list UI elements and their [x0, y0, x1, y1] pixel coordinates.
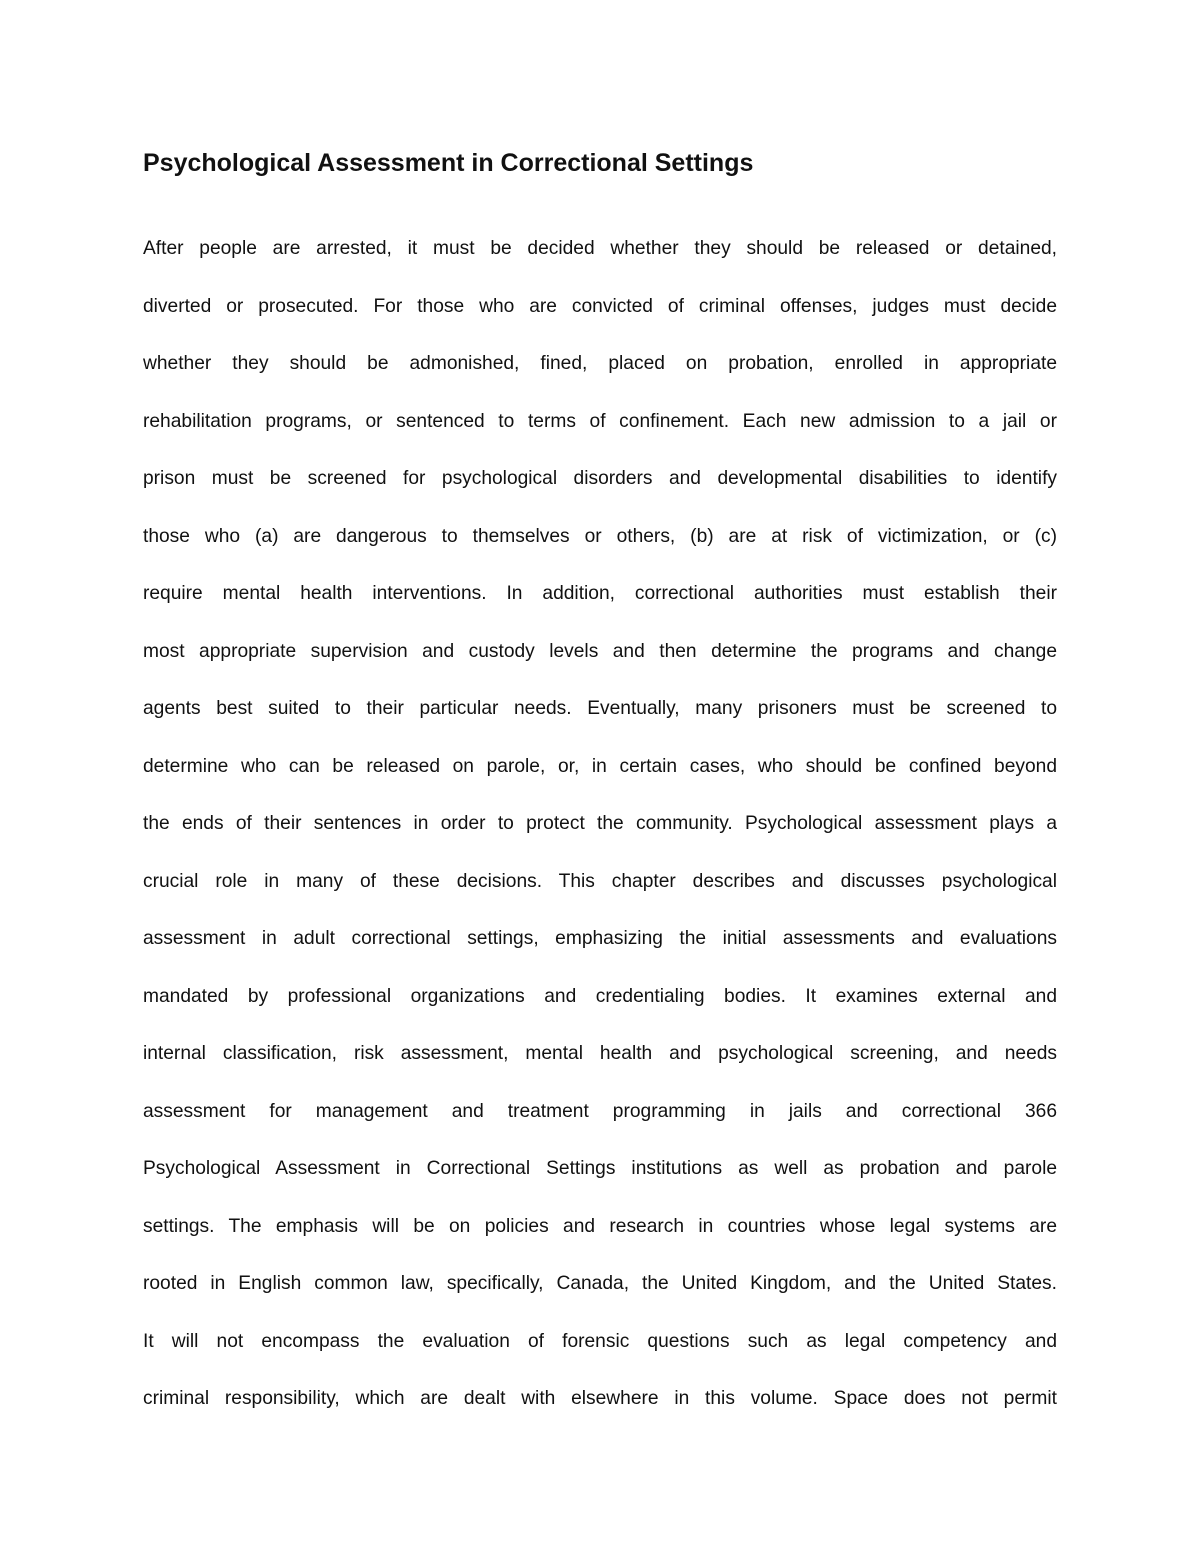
- paragraph-line: internal classification, risk assessment, mental health and psychological screening, and needs: [143, 1043, 1057, 1064]
- paragraph-line: require mental health interventions. In addition, correctional authorities must establish their: [143, 583, 1057, 604]
- document-title: Psychological Assessment in Correctional Settings: [143, 149, 754, 177]
- paragraph-line: rehabilitation programs, or sentenced to terms of confinement. Each new admission to a jail or: [143, 410, 1057, 432]
- paragraph-line: diverted or prosecuted. For those who are convicted of criminal offenses, judges must decide: [143, 295, 1057, 317]
- paragraph-line: assessment in adult correctional settings, emphasizing the initial assessments and evaluations: [143, 928, 1057, 949]
- paragraph-line: Psychological Assessment in Correctional Settings institutions as well as probation and parole: [143, 1158, 1057, 1179]
- paragraph-line: crucial role in many of these decisions. This chapter describes and discusses psychological: [143, 870, 1057, 892]
- paragraph-line: determine who can be released on parole, or, in certain cases, who should be confined beyond: [143, 755, 1057, 777]
- paragraph-line: rooted in English common law, specifically, Canada, the United Kingdom, and the United States.: [143, 1273, 1057, 1294]
- paragraph-line: prison must be screened for psychological disorders and developmental disabilities to identify: [143, 468, 1057, 489]
- paragraph-line: criminal responsibility, which are dealt with elsewhere in this volume. Space does not permit: [143, 1388, 1057, 1409]
- paragraph-line: those who (a) are dangerous to themselves or others, (b) are at risk of victimization, or (c): [143, 525, 1057, 547]
- body-paragraph: [143, 232, 1057, 1440]
- paragraph-line: After people are arrested, it must be decided whether they should be released or detained,: [143, 238, 1057, 259]
- paragraph-line: the ends of their sentences in order to protect the community. Psychological assessment plays a: [143, 813, 1057, 834]
- paragraph-line: It will not encompass the evaluation of forensic questions such as legal competency and: [143, 1330, 1057, 1352]
- paragraph-line: agents best suited to their particular needs. Eventually, many prisoners must be screened to: [143, 698, 1057, 719]
- paragraph-line: mandated by professional organizations and credentialing bodies. It examines external and: [143, 985, 1057, 1007]
- paragraph-line: whether they should be admonished, fined, placed on probation, enrolled in appropriate: [143, 353, 1057, 374]
- paragraph-line: assessment for management and treatment programming in jails and correctional 366: [143, 1100, 1057, 1122]
- paragraph-line: settings. The emphasis will be on policies and research in countries whose legal systems are: [143, 1215, 1057, 1237]
- paragraph-line: most appropriate supervision and custody levels and then determine the programs and change: [143, 640, 1057, 662]
